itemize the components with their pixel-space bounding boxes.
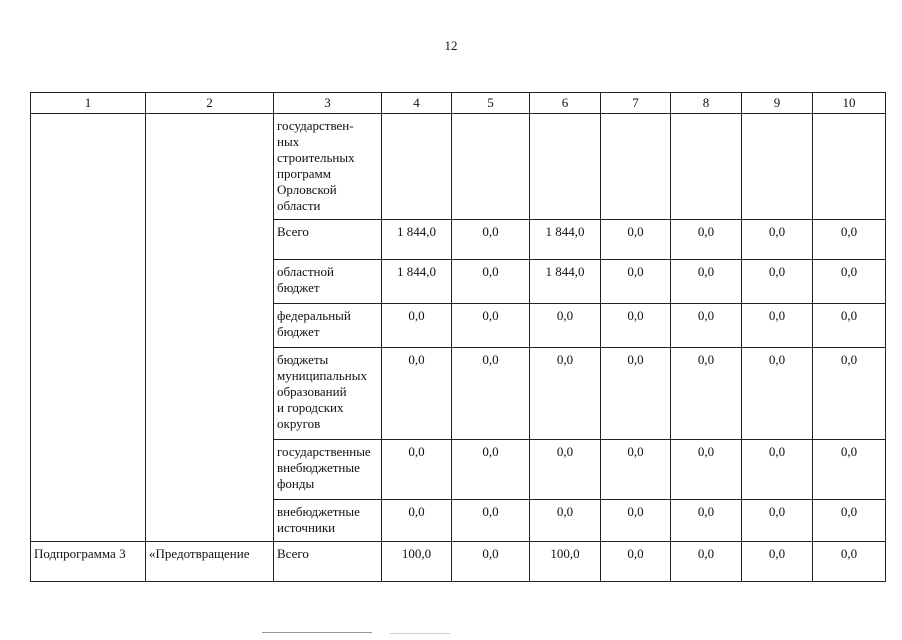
table-row xyxy=(31,114,886,220)
value-cell: 0,0 xyxy=(530,348,601,440)
value-cell: 0,0 xyxy=(530,304,601,348)
value-cell xyxy=(530,114,601,220)
row-label-line: внебюджетные xyxy=(277,460,360,475)
value-cell xyxy=(671,114,742,220)
row-label xyxy=(274,440,382,500)
row-label-line: государственные xyxy=(277,444,371,459)
row-label-line: Орловской xyxy=(277,182,337,197)
value-cell: 0,0 xyxy=(813,440,886,500)
value-cell xyxy=(382,114,452,220)
table-row xyxy=(31,542,886,582)
value-cell: 1 844,0 xyxy=(382,220,452,260)
header-cell: 6 xyxy=(530,93,601,114)
scan-artifact-line xyxy=(262,632,372,633)
row-label-line: области xyxy=(277,198,321,213)
value-cell: 0,0 xyxy=(382,348,452,440)
value-cell: 0,0 xyxy=(742,304,813,348)
row-label xyxy=(274,220,382,260)
value-cell: 0,0 xyxy=(742,260,813,304)
value-cell: 0,0 xyxy=(452,348,530,440)
value-cell: 0,0 xyxy=(671,440,742,500)
value-cell: 0,0 xyxy=(671,260,742,304)
value-cell: 1 844,0 xyxy=(530,260,601,304)
row-label-line: государствен- xyxy=(277,118,354,133)
value-cell xyxy=(742,114,813,220)
value-cell: 0,0 xyxy=(601,260,671,304)
header-cell: 7 xyxy=(601,93,671,114)
value-cell: 0,0 xyxy=(671,348,742,440)
row-label-line: бюджеты xyxy=(277,352,329,367)
subprogram-title: «Предотвращение xyxy=(146,542,274,582)
value-cell: 0,0 xyxy=(601,542,671,582)
value-cell: 0,0 xyxy=(742,220,813,260)
value-cell: 0,0 xyxy=(671,500,742,542)
value-cell: 0,0 xyxy=(382,500,452,542)
row-label-line: областной xyxy=(277,264,334,279)
header-cell: 9 xyxy=(742,93,813,114)
row-label-line: программ xyxy=(277,166,332,181)
value-cell xyxy=(601,114,671,220)
row-label-line: внебюджетные xyxy=(277,504,360,519)
value-cell: 0,0 xyxy=(452,304,530,348)
value-cell: 0,0 xyxy=(671,220,742,260)
value-cell: 100,0 xyxy=(530,542,601,582)
value-cell: 0,0 xyxy=(452,542,530,582)
value-cell: 0,0 xyxy=(813,220,886,260)
row-label-line: бюджет xyxy=(277,324,320,339)
header-cell: 10 xyxy=(813,93,886,114)
value-cell: 0,0 xyxy=(452,220,530,260)
row-label xyxy=(274,114,382,220)
value-cell: 0,0 xyxy=(601,220,671,260)
row-label xyxy=(274,304,382,348)
value-cell: 0,0 xyxy=(452,440,530,500)
value-cell: 0,0 xyxy=(813,260,886,304)
row-label-line: ных xyxy=(277,134,300,149)
value-cell: 0,0 xyxy=(530,440,601,500)
empty-merged-cell xyxy=(31,114,146,542)
value-cell: 0,0 xyxy=(452,500,530,542)
row-label-line: образований xyxy=(277,384,347,399)
value-cell xyxy=(452,114,530,220)
value-cell: 0,0 xyxy=(742,500,813,542)
page-number: 12 xyxy=(444,38,458,53)
value-cell: 0,0 xyxy=(813,542,886,582)
value-cell: 0,0 xyxy=(742,348,813,440)
value-cell: 0,0 xyxy=(813,348,886,440)
row-label-line: Всего xyxy=(277,224,309,239)
value-cell: 0,0 xyxy=(601,500,671,542)
value-cell: 0,0 xyxy=(742,542,813,582)
budget-table xyxy=(30,92,886,582)
row-label xyxy=(274,500,382,542)
row-label-line: фонды xyxy=(277,476,315,491)
header-cell: 3 xyxy=(274,93,382,114)
value-cell: 0,0 xyxy=(813,304,886,348)
value-cell: 0,0 xyxy=(813,500,886,542)
value-cell: 0,0 xyxy=(382,304,452,348)
row-label: Всего xyxy=(274,542,382,582)
row-label-line: и городских xyxy=(277,400,344,415)
value-cell: 100,0 xyxy=(382,542,452,582)
value-cell: 0,0 xyxy=(601,348,671,440)
value-cell: 0,0 xyxy=(452,260,530,304)
subprogram-label: Подпрограмма 3 xyxy=(31,542,146,582)
row-label xyxy=(274,260,382,304)
header-cell: 8 xyxy=(671,93,742,114)
row-label-line: источники xyxy=(277,520,336,535)
header-cell: 5 xyxy=(452,93,530,114)
value-cell: 0,0 xyxy=(671,304,742,348)
table-body xyxy=(31,114,886,582)
row-label-line: округов xyxy=(277,416,321,431)
value-cell: 0,0 xyxy=(382,440,452,500)
row-label xyxy=(274,348,382,440)
empty-merged-cell xyxy=(146,114,274,542)
row-label-line: федеральный xyxy=(277,308,351,323)
value-cell: 0,0 xyxy=(601,304,671,348)
value-cell: 0,0 xyxy=(601,440,671,500)
header-cell: 2 xyxy=(146,93,274,114)
value-cell: 1 844,0 xyxy=(382,260,452,304)
value-cell xyxy=(813,114,886,220)
header-cell: 1 xyxy=(31,93,146,114)
row-label-line: бюджет xyxy=(277,280,320,295)
value-cell: 0,0 xyxy=(530,500,601,542)
row-label-line: муниципальных xyxy=(277,368,368,383)
row-label-line: строительных xyxy=(277,150,355,165)
header-row xyxy=(31,93,886,114)
value-cell: 0,0 xyxy=(742,440,813,500)
value-cell: 1 844,0 xyxy=(530,220,601,260)
header-cell: 4 xyxy=(382,93,452,114)
scan-artifact-line xyxy=(390,633,450,634)
value-cell: 0,0 xyxy=(671,542,742,582)
